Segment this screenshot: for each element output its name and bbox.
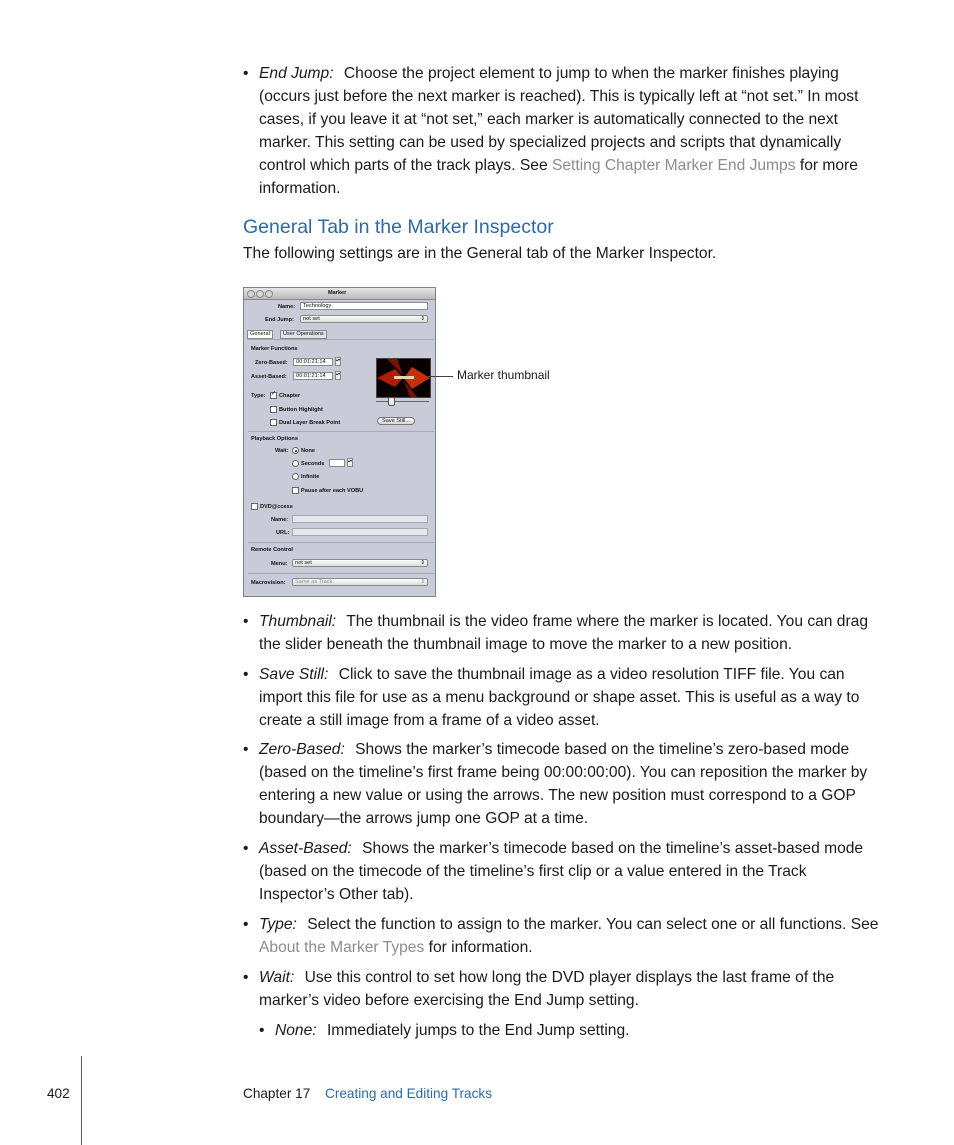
- minimize-icon: [256, 290, 264, 298]
- bullet: •: [243, 666, 249, 683]
- marker-thumbnail: [376, 358, 431, 398]
- popup-arrows-icon: ⇕: [420, 560, 425, 566]
- menu-popup-value: not set: [295, 560, 312, 566]
- thumbnail-slider-handle[interactable]: [388, 397, 395, 406]
- end-jump-term: End Jump:: [259, 65, 334, 82]
- wait-text: Use this control to set how long the DVD player displays the last frame of the marker’s video before exercising the End Jump setting.: [259, 969, 835, 1009]
- section-intro: The following settings are in the General tab of the Marker Inspector.: [243, 245, 717, 262]
- button-highlight-label: Button Highlight: [279, 407, 323, 413]
- asset-based-text: Shows the marker’s timecode based on the timeline’s asset-based mode (based on the timecode of the timeline’s first clip or a value entered in the Track Inspector’s Other tab).: [259, 840, 864, 903]
- wait-none-radio[interactable]: [292, 447, 299, 454]
- bullet: •: [243, 741, 249, 758]
- chapter-checkbox[interactable]: [270, 392, 277, 399]
- zero-based-field[interactable]: 00:01:21:14: [293, 358, 333, 366]
- bullet: •: [243, 969, 249, 986]
- divider: [248, 573, 434, 574]
- marker-thumbnail-callout: Marker thumbnail: [457, 368, 550, 382]
- callout-line: [427, 376, 453, 377]
- save-still-text: Click to save the thumbnail image as a video resolution TIFF file. You can import this file for use as a menu background or shape asset. This is useful as a way to create a still image from a frame of a video asset.: [259, 666, 860, 729]
- dvd-access-checkbox[interactable]: [251, 503, 258, 510]
- type-item: [243, 913, 879, 959]
- asset-based-field[interactable]: 00:01:21:14: [293, 372, 333, 380]
- dual-layer-checkbox[interactable]: [270, 419, 277, 426]
- asset-based-term: Asset-Based:: [259, 840, 352, 857]
- type-text: Select the function to assign to the marker. You can select one or all functions. See: [307, 916, 879, 933]
- asset-based-stepper[interactable]: ▴▾: [335, 371, 341, 380]
- end-jump-item: [243, 62, 879, 200]
- macrovision-label: Macrovision:: [251, 580, 286, 586]
- wait-label: Wait:: [275, 448, 289, 454]
- name-label: Name:: [278, 304, 296, 310]
- none-text: Immediately jumps to the End Jump setting.: [326, 1022, 630, 1039]
- bullet: •: [243, 613, 249, 630]
- tab-general[interactable]: General: [247, 330, 273, 339]
- bullet: •: [243, 65, 249, 82]
- type-label: Type:: [251, 393, 266, 399]
- footer-chapter: Chapter 17: [243, 1086, 311, 1101]
- marker-inspector-screenshot: [243, 287, 436, 597]
- zero-based-term: Zero-Based:: [259, 741, 345, 758]
- thumbnail-text: The thumbnail is the video frame where the marker is located. You can drag the slider beneath the thumbnail image to move the marker to a new position.: [259, 613, 869, 653]
- button-highlight-checkbox[interactable]: [270, 406, 277, 413]
- pause-vobu-checkbox[interactable]: [292, 487, 299, 494]
- end-jump-popup[interactable]: [300, 315, 428, 323]
- wait-term: Wait:: [259, 969, 295, 986]
- window-title: Marker: [328, 290, 347, 296]
- zero-based-item: [243, 738, 879, 830]
- dvd-url-field[interactable]: [292, 528, 428, 536]
- dvd-name-label: Name:: [271, 517, 289, 523]
- save-still-term: Save Still:: [259, 666, 329, 683]
- divider: [248, 542, 434, 543]
- wait-infinite-label: Infinite: [301, 474, 320, 480]
- footer-chapter-title[interactable]: Creating and Editing Tracks: [325, 1086, 492, 1101]
- asset-based-label: Asset-Based:: [251, 374, 287, 380]
- type-text-after: for information.: [428, 939, 533, 956]
- seconds-stepper[interactable]: ▴▾: [347, 458, 353, 467]
- wait-item: [243, 966, 879, 1012]
- thumbnail-slider-track: [376, 401, 429, 402]
- end-jump-text-after: for more information.: [259, 157, 858, 197]
- dual-layer-label: Dual Layer Break Point: [279, 420, 341, 426]
- marker-functions-heading: Marker Functions: [251, 346, 298, 352]
- bullet: •: [243, 916, 249, 933]
- dvd-url-label: URL:: [276, 530, 290, 536]
- zero-based-stepper[interactable]: ▴▾: [335, 357, 341, 366]
- footer-divider: [81, 1056, 82, 1145]
- wait-none-label: None: [301, 448, 315, 454]
- divider: [248, 339, 434, 340]
- end-jump-text: Choose the project element to jump to when the marker finishes playing (occurs just before the next marker is reached). This is typically left at “not set.” In most cases, if you leave it at “not set,” each marker is automatically connected to the next marker. This setting can be used by specialized projects and scripts that dynamically control which parts of the track plays. See: [259, 65, 859, 174]
- bullet: •: [259, 1022, 265, 1039]
- save-still-button[interactable]: Save Still...: [377, 417, 415, 425]
- macrovision-popup[interactable]: [292, 578, 428, 586]
- pause-vobu-label: Pause after each VOBU: [301, 488, 364, 494]
- tab-user-operations[interactable]: User Operations: [280, 330, 327, 339]
- popup-arrows-icon: ⇕: [420, 316, 425, 322]
- asset-based-item: [243, 837, 879, 906]
- seconds-field[interactable]: [329, 459, 345, 467]
- thumbnail-image: [377, 359, 430, 397]
- name-field[interactable]: Technology: [300, 302, 428, 310]
- end-jump-popup-value: not set: [303, 316, 320, 322]
- page-number: 402: [47, 1086, 70, 1101]
- popup-arrows-icon: ⇕: [420, 579, 425, 585]
- menu-label: Menu:: [271, 561, 288, 567]
- chapter-label: Chapter: [279, 393, 301, 399]
- playback-options-heading: Playback Options: [251, 436, 298, 442]
- bullet: •: [243, 840, 249, 857]
- type-term: Type:: [259, 916, 297, 933]
- divider: [248, 431, 434, 432]
- macrovision-popup-value: Same as Track: [295, 579, 333, 585]
- save-still-item: [243, 663, 879, 732]
- about-the-marker-types-link[interactable]: About the Marker Types: [259, 939, 425, 956]
- remote-control-heading: Remote Control: [251, 547, 293, 553]
- close-icon: [247, 290, 255, 298]
- wait-seconds-label: Seconds: [301, 461, 325, 467]
- none-item: [259, 1019, 875, 1042]
- zero-based-text: Shows the marker’s timecode based on the timeline’s zero-based mode (based on the timeline’s first frame being 00:00:00:00). You can reposition the marker by entering a new value or using the arrows. The new position must correspond to a GOP boundary—the arrows jump one GOP at a time.: [259, 741, 868, 827]
- setting-chapter-marker-end-jumps-link[interactable]: Setting Chapter Marker End Jumps: [551, 157, 796, 174]
- none-term: None:: [275, 1022, 317, 1039]
- checkmark-icon: ✓: [271, 391, 277, 397]
- zero-based-label: Zero-Based:: [255, 360, 288, 366]
- wait-infinite-radio[interactable]: [292, 473, 299, 480]
- end-jump-label: End Jump:: [265, 317, 294, 323]
- zoom-icon: [265, 290, 273, 298]
- dvd-name-field[interactable]: [292, 515, 428, 523]
- thumbnail-item: [243, 610, 879, 656]
- menu-popup[interactable]: [292, 559, 428, 567]
- wait-seconds-radio[interactable]: [292, 460, 299, 467]
- thumbnail-term: Thumbnail:: [259, 613, 337, 630]
- dvd-access-label: DVD@ccess: [260, 504, 293, 510]
- section-heading: General Tab in the Marker Inspector: [243, 216, 554, 238]
